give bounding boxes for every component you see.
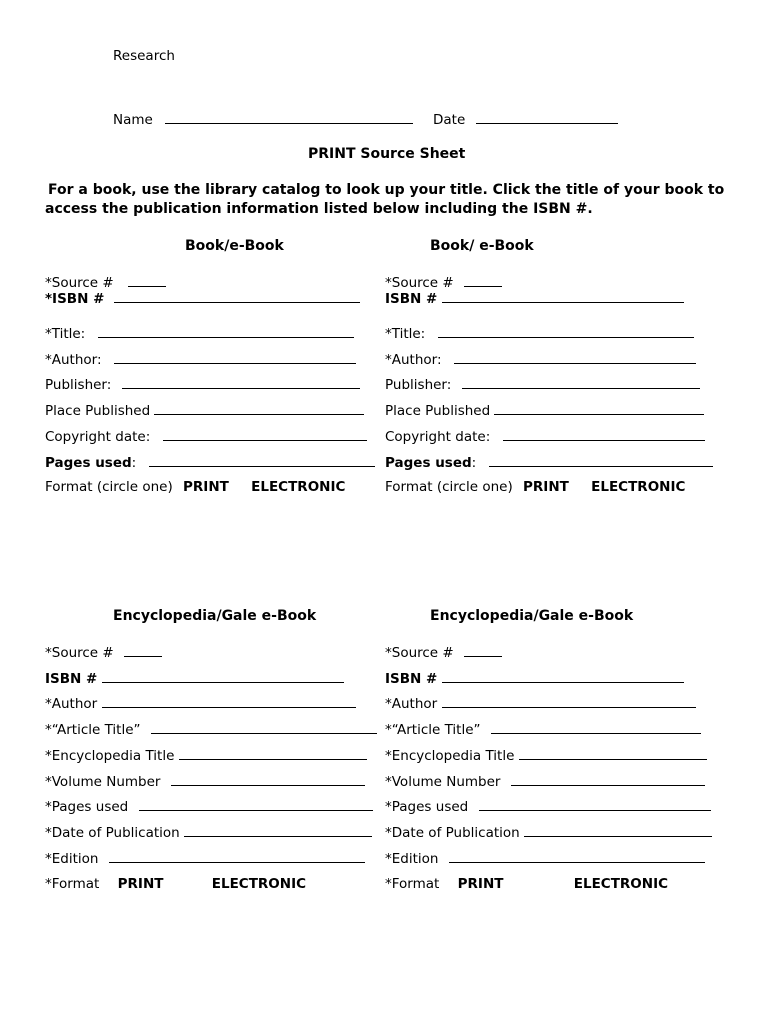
publisher-label: Publisher: xyxy=(45,377,112,393)
encyclopedia-title-label: *Encyclopedia Title xyxy=(45,748,175,764)
format-electronic-option[interactable]: ELECTRONIC xyxy=(591,479,686,495)
format-print-option[interactable]: PRINT xyxy=(183,479,229,495)
ency-left-source-row xyxy=(45,644,162,661)
format-label: Format (circle one) xyxy=(385,479,513,495)
format-electronic-option[interactable]: ELECTRONIC xyxy=(251,479,346,495)
edition-input-line[interactable] xyxy=(449,850,705,863)
source-input-line[interactable] xyxy=(464,644,502,657)
isbn-label: ISBN # xyxy=(45,671,98,687)
date-field-row xyxy=(433,111,618,128)
title-label: *Title: xyxy=(385,326,426,342)
ency-left-ency-title-row xyxy=(45,747,367,764)
ency-left-author-row xyxy=(45,695,356,712)
place-label: Place Published xyxy=(385,403,491,419)
ency-right-isbn-row xyxy=(385,670,684,687)
place-input-line[interactable] xyxy=(154,402,364,415)
name-label: Name xyxy=(113,112,153,128)
isbn-input-line[interactable] xyxy=(114,290,360,303)
book-left-copyright-row xyxy=(45,428,367,445)
copyright-input-line[interactable] xyxy=(163,428,367,441)
article-title-input-line[interactable] xyxy=(151,721,377,734)
publication-date-input-line[interactable] xyxy=(524,824,712,837)
volume-label: *Volume Number xyxy=(45,774,161,790)
ency-left-isbn-row xyxy=(45,670,344,687)
format-print-option[interactable]: PRINT xyxy=(523,479,569,495)
pages-input-line[interactable] xyxy=(149,454,375,467)
author-label: *Author xyxy=(45,696,98,712)
format-print-option[interactable]: PRINT xyxy=(117,876,164,892)
isbn-label: ISBN # xyxy=(385,291,438,307)
source-input-line[interactable] xyxy=(128,274,166,287)
source-input-line[interactable] xyxy=(464,274,502,287)
isbn-label: *ISBN # xyxy=(45,291,105,307)
author-label: *Author: xyxy=(45,352,102,368)
date-label: Date xyxy=(433,112,466,128)
author-input-line[interactable] xyxy=(102,695,356,708)
pages-colon: : xyxy=(471,455,477,471)
book-left-format-row xyxy=(45,479,345,495)
edition-input-line[interactable] xyxy=(109,850,365,863)
book-left-heading: Book/e-Book xyxy=(185,238,284,254)
place-input-line[interactable] xyxy=(494,402,704,415)
ency-left-pages-row xyxy=(45,798,373,815)
pages-input-line[interactable] xyxy=(489,454,713,467)
book-right-title-row xyxy=(385,325,694,342)
book-left-author-row xyxy=(45,351,356,368)
ency-right-author-row xyxy=(385,695,696,712)
date-input-line[interactable] xyxy=(476,111,618,124)
book-right-publisher-row xyxy=(385,376,700,393)
article-title-input-line[interactable] xyxy=(491,721,701,734)
volume-input-line[interactable] xyxy=(171,773,365,786)
pages-label: *Pages used xyxy=(385,799,469,815)
publisher-input-line[interactable] xyxy=(462,376,700,389)
copyright-input-line[interactable] xyxy=(503,428,705,441)
instructions-line-1: For a book, use the library catalog to look up your title. Click the title of your book to xyxy=(48,182,725,198)
book-right-format-row xyxy=(385,479,685,495)
format-electronic-option[interactable]: ELECTRONIC xyxy=(211,876,307,892)
book-left-source-row xyxy=(45,274,166,291)
book-left-publisher-row xyxy=(45,376,360,393)
article-title-label: *“Article Title” xyxy=(385,722,481,738)
name-input-line[interactable] xyxy=(165,111,413,124)
title-input-line[interactable] xyxy=(98,325,354,338)
isbn-input-line[interactable] xyxy=(442,670,684,683)
source-input-line[interactable] xyxy=(124,644,162,657)
isbn-input-line[interactable] xyxy=(102,670,344,683)
publisher-input-line[interactable] xyxy=(122,376,360,389)
ency-right-pages-row xyxy=(385,798,711,815)
pages-input-line[interactable] xyxy=(139,798,373,811)
book-right-copyright-row xyxy=(385,428,705,445)
pages-input-line[interactable] xyxy=(479,798,711,811)
place-label: Place Published xyxy=(45,403,151,419)
edition-label: *Edition xyxy=(45,851,99,867)
ency-right-edition-row xyxy=(385,850,705,867)
source-label: *Source # xyxy=(385,645,454,661)
author-label: *Author xyxy=(385,696,438,712)
encyclopedia-title-input-line[interactable] xyxy=(179,747,367,760)
encyclopedia-title-input-line[interactable] xyxy=(519,747,707,760)
format-electronic-option[interactable]: ELECTRONIC xyxy=(573,876,669,892)
format-label: Format (circle one) xyxy=(45,479,173,495)
ency-right-volume-row xyxy=(385,773,705,790)
source-label: *Source # xyxy=(385,275,454,291)
publication-date-label: *Date of Publication xyxy=(45,825,180,841)
ency-right-format-row xyxy=(385,876,668,892)
copyright-label: Copyright date: xyxy=(385,429,491,445)
ency-left-article-row xyxy=(45,721,377,738)
author-input-line[interactable] xyxy=(454,351,696,364)
isbn-input-line[interactable] xyxy=(442,290,684,303)
format-print-option[interactable]: PRINT xyxy=(457,876,504,892)
source-label: *Source # xyxy=(45,275,114,291)
edition-label: *Edition xyxy=(385,851,439,867)
isbn-label: ISBN # xyxy=(385,671,438,687)
ency-right-heading: Encyclopedia/Gale e-Book xyxy=(430,608,634,624)
author-input-line[interactable] xyxy=(114,351,356,364)
format-label: *Format xyxy=(385,876,440,892)
volume-input-line[interactable] xyxy=(511,773,705,786)
book-right-heading: Book/ e-Book xyxy=(430,238,534,254)
course-label: Research xyxy=(113,48,175,64)
publication-date-input-line[interactable] xyxy=(184,824,372,837)
pages-label: *Pages used xyxy=(45,799,129,815)
ency-left-date-row xyxy=(45,824,372,841)
publisher-label: Publisher: xyxy=(385,377,452,393)
ency-right-date-row xyxy=(385,824,712,841)
ency-right-source-row xyxy=(385,644,502,661)
source-label: *Source # xyxy=(45,645,114,661)
ency-right-article-row xyxy=(385,721,701,738)
book-right-author-row xyxy=(385,351,696,368)
ency-left-volume-row xyxy=(45,773,365,790)
pages-colon: : xyxy=(131,455,137,471)
book-right-isbn-row xyxy=(385,290,684,307)
pages-label: Pages used xyxy=(385,455,472,471)
ency-left-format-row xyxy=(45,876,306,892)
format-label: *Format xyxy=(45,876,100,892)
sheet-title: PRINT Source Sheet xyxy=(308,146,466,162)
book-left-pages-row xyxy=(45,454,375,471)
volume-label: *Volume Number xyxy=(385,774,501,790)
publication-date-label: *Date of Publication xyxy=(385,825,520,841)
author-input-line[interactable] xyxy=(442,695,696,708)
encyclopedia-title-label: *Encyclopedia Title xyxy=(385,748,515,764)
pages-label: Pages used xyxy=(45,455,132,471)
author-label: *Author: xyxy=(385,352,442,368)
book-left-title-row xyxy=(45,325,354,342)
name-field-row xyxy=(113,111,413,128)
ency-left-heading: Encyclopedia/Gale e-Book xyxy=(113,608,317,624)
ency-left-edition-row xyxy=(45,850,365,867)
article-title-label: *“Article Title” xyxy=(45,722,141,738)
book-right-pages-row xyxy=(385,454,713,471)
title-label: *Title: xyxy=(45,326,86,342)
instructions-line-2: access the publication information listed below including the ISBN #. xyxy=(45,201,593,217)
book-right-source-row xyxy=(385,274,502,291)
book-left-isbn-row xyxy=(45,290,360,307)
book-right-place-row xyxy=(385,402,704,419)
ency-right-ency-title-row xyxy=(385,747,707,764)
copyright-label: Copyright date: xyxy=(45,429,151,445)
title-input-line[interactable] xyxy=(438,325,694,338)
book-left-place-row xyxy=(45,402,364,419)
